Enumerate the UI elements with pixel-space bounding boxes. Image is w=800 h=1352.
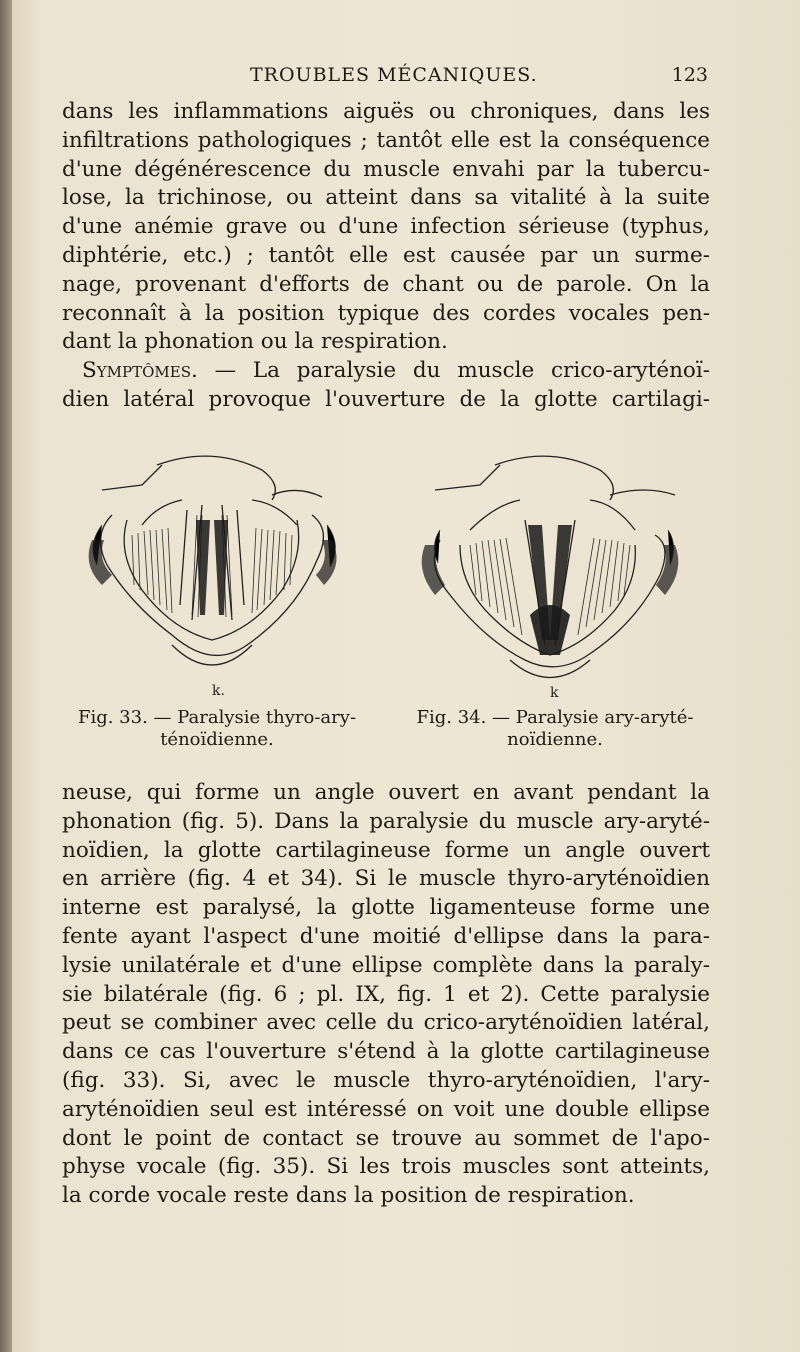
text-line: diphtérie, etc.) ; tantôt elle est causée par un surme- [62,242,710,268]
paragraph-1 [62,98,710,415]
text-line: d'une dégénérescence du muscle envahi par la tubercu- [62,156,710,182]
figure-34 [400,445,700,750]
text-line: la corde vocale reste dans la position de respiration. [62,1183,635,1209]
text-line: dont le point de contact se trouve au sommet de l'apo- [62,1125,710,1151]
symptoms-line-1 [62,357,710,386]
text-line: d'une anémie grave ou d'une infection sérieuse (typhus, [62,214,710,240]
text-line: fente ayant l'aspect d'une moitié d'ellipse dans la para- [62,923,710,949]
text-line: reconnaît à la position typique des cordes vocales pen- [62,300,710,326]
engraver-mark-33: k. [212,683,225,699]
text-line: (fig. 33). Si, avec le muscle thyro-aryténoïdien, l'ary- [62,1067,710,1093]
text-line: lose, la trichinose, ou atteint dans sa vitalité à la suite [62,185,710,211]
engraver-mark-34: k [550,685,559,700]
text-line: noïdien, la glotte cartilagineuse forme un angle ouvert [62,837,710,863]
text-line: aryténoïdien seul est intéressé on voit une double ellipse [62,1096,710,1122]
figure-33 [62,445,362,750]
text-line: en arrière (fig. 4 et 34). Si le muscle thyro-aryténoïdien [62,866,710,892]
text-line: interne est paralysé, la glotte ligamenteuse forme une [62,895,710,921]
paragraph-2 [62,779,710,1211]
symptoms-text: — La paralysie du muscle crico-aryténoï- [197,358,710,384]
figure-34-caption [400,707,710,751]
caption-line: Fig. 33. — Paralysie thyro-ary- [77,707,357,728]
caption-line: noïdienne. [507,729,603,750]
text-line: peut se combiner avec celle du crico-aryténoïdien latéral, [62,1010,710,1036]
text-line: physe vocale (fig. 35). Si les trois muscles sont atteints, [62,1154,710,1180]
text-line: dans les inflammations aiguës ou chroniques, dans les [62,99,710,124]
running-header [60,64,708,92]
text-line: neuse, qui forme un angle ouvert en avant pendant la [62,780,710,805]
text-line: dant la phonation ou la respiration. [62,329,448,355]
page-number: 123 [671,64,708,86]
text-line: infiltrations pathologiques ; tantôt elle est la conséquence [62,127,710,153]
figure-33-caption [62,707,372,751]
text-line: sie bilatérale (fig. 6 ; pl. IX, fig. 1 et 2). Cette paralysie [62,981,710,1007]
text-line: dans ce cas l'ouverture s'étend à la glotte cartilagineuse [62,1039,710,1065]
page-spine-shadow [0,0,12,1352]
text-line: lysie unilatérale et d'une ellipse complète dans la paraly- [62,952,710,978]
text-line: nage, provenant d'efforts de chant ou de parole. On la [62,271,710,297]
text-line: phonation (fig. 5). Dans la paralysie du muscle ary-aryté- [62,808,710,834]
larynx-engraving-fig34 [410,445,700,700]
symptoms-heading: Symptômes. [82,358,198,384]
caption-line: Fig. 34. — Paralysie ary-aryté- [416,707,694,728]
running-title: TROUBLES MÉCANIQUES. [250,64,538,86]
larynx-engraving-fig33 [72,445,362,700]
caption-line: ténoïdienne. [160,729,274,750]
symptoms-line-2: dien latéral provoque l'ouverture de la glotte cartilagi- [62,386,710,412]
